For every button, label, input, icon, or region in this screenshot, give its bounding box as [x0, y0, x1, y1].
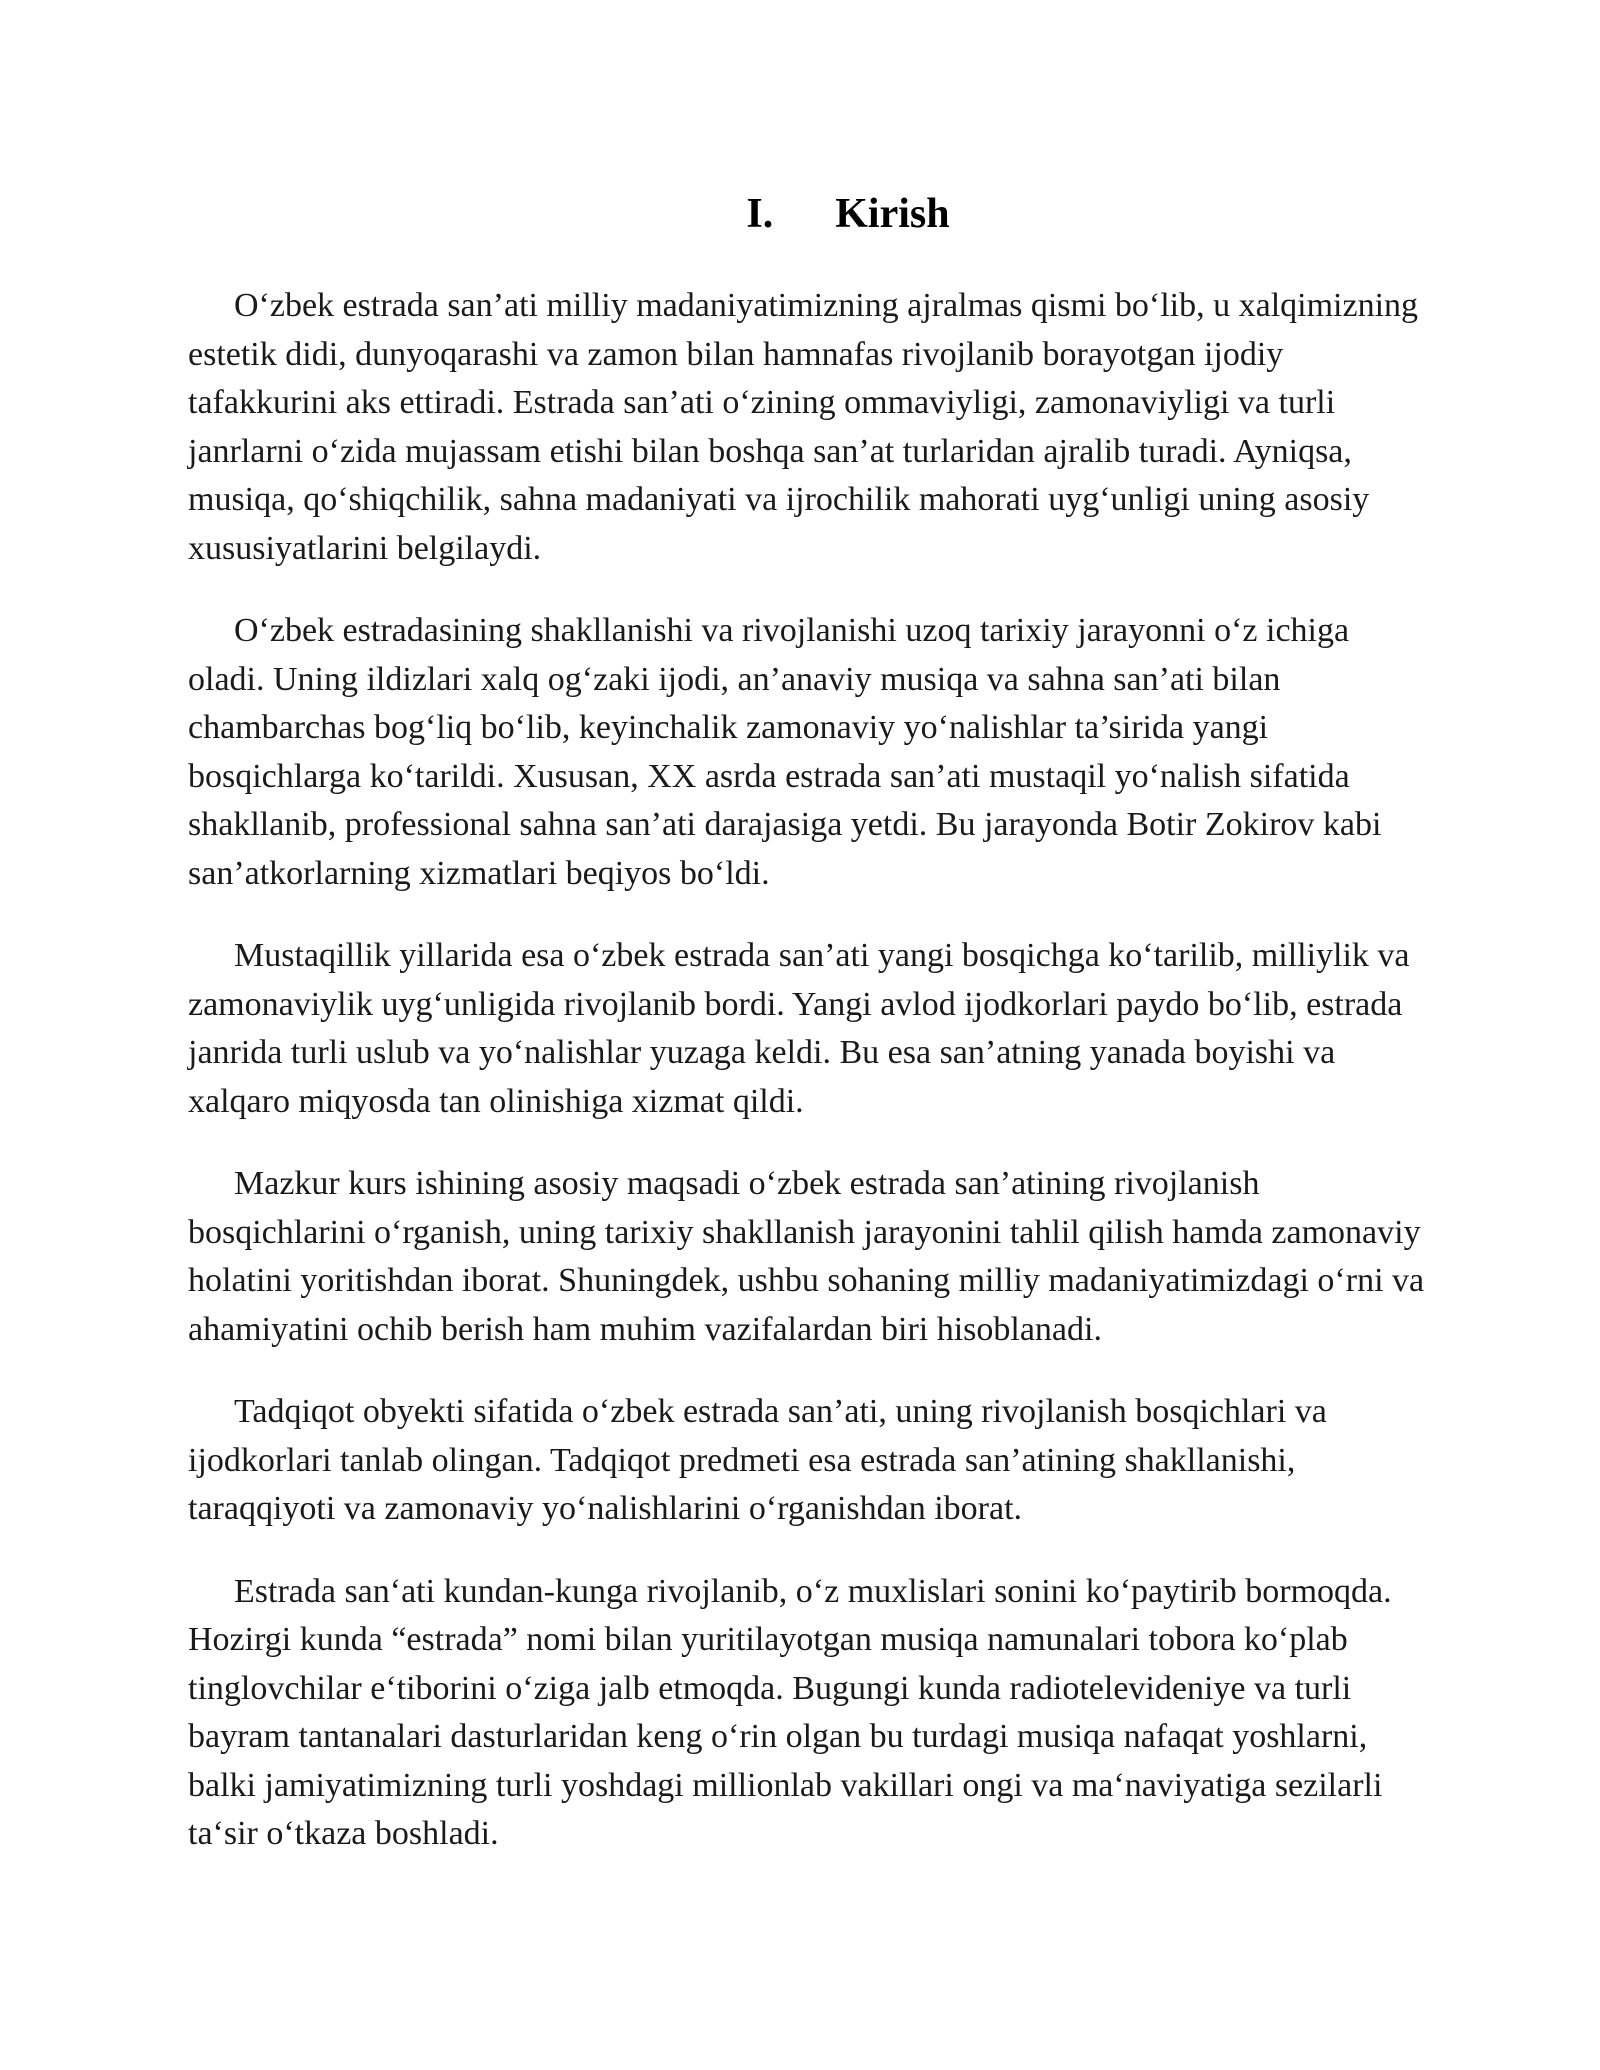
- section-title: Kirish: [835, 191, 950, 237]
- page-content: [188, 188, 1508, 1893]
- paragraph-object: Tadqiqot obyekti sifatida o‘zbek estrada san’ati, uning rivojlanish bosqichlari va ijodkorlari tanlab olingan. Tadqiqot predmeti esa estrada san’atining shakllanishi, taraqqiyoti va zamonaviy yo‘nalishlarini o‘rganishdan iborat.: [188, 1393, 1327, 1527]
- paragraph-popularity: Estrada san‘ati kundan-kunga rivojlanib, o‘z muxlislari sonini ko‘paytirib bormoqda. Hozirgi kunda “estrada” nomi bilan yuritilayotgan musiqa namunalari tobora ko‘plab tinglovchilar e‘tiborini o‘ziga jalb etmoqda. Bugungi kunda radiotelevideniye va turli bayram tantanalari dasturlaridan keng o‘rin olgan bu turdagi musiqa nafaqat yoshlarni, balki jamiyatimizning turli yoshdagi millionlab vakillari ongi va ma‘naviyatiga sezilarli ta‘sir o‘tkaza boshladi.: [188, 1572, 1392, 1852]
- section-heading: [188, 188, 1508, 240]
- paragraph-history: O‘zbek estradasining shakllanishi va rivojlanishi uzoq tarixiy jarayonni o‘z ichiga oladi. Uning ildizlari xalq og‘zaki ijodi, an’anaviy musiqa va sahna san’ati bilan chambarchas bog‘liq bo‘lib, keyinchalik zamonaviy yo‘nalishlar ta’sirida yangi bosqichlarga ko‘tarildi. Xususan, XX asrda estrada san’ati mustaqil yo‘nalish sifatida shakllanib, professional sahna san’ati darajasiga yetdi. Bu jarayonda Botir Zokirov kabi san’atkorlarning xizmatlari beqiyos bo‘ldi.: [188, 612, 1382, 892]
- paragraph-aim: Mazkur kurs ishining asosiy maqsadi o‘zbek estrada san’atining rivojlanish bosqichlarini o‘rganish, uning tarixiy shakllanish jarayonini tahlil qilish hamda zamonaviy holatini yoritishdan iborat. Shuningdek, ushbu sohaning milliy madaniyatimizdagi o‘rni va ahamiyatini ochib berish ham muhim vazifalardan biri hisoblanadi.: [188, 1165, 1425, 1348]
- section-number: I.: [746, 191, 774, 237]
- paragraph-intro: O‘zbek estrada san’ati milliy madaniyatimizning ajralmas qismi bo‘lib, u xalqimizning estetik didi, dunyoqarashi va zamon bilan hamnafas rivojlanib borayotgan ijodiy tafakkurini aks ettiradi. Estrada san’ati o‘zining ommaviyligi, zamonaviyligi va turli janrlarni o‘zida mujassam etishi bilan boshqa san’at turlaridan ajralib turadi. Ayniqsa, musiqa, qo‘shiqchilik, sahna madaniyati va ijrochilik mahorati uyg‘unligi uning asosiy xususiyatlarini belgilaydi.: [188, 287, 1419, 567]
- paragraph-independence: Mustaqillik yillarida esa o‘zbek estrada san’ati yangi bosqichga ko‘tarilib, milliylik va zamonaviylik uyg‘unligida rivojlanib bordi. Yangi avlod ijodkorlari paydo bo‘lib, estrada janrida turli uslub va yo‘nalishlar yuzaga keldi. Bu esa san’atning yanada boyishi va xalqaro miqyosda tan olinishiga xizmat qildi.: [188, 937, 1410, 1120]
